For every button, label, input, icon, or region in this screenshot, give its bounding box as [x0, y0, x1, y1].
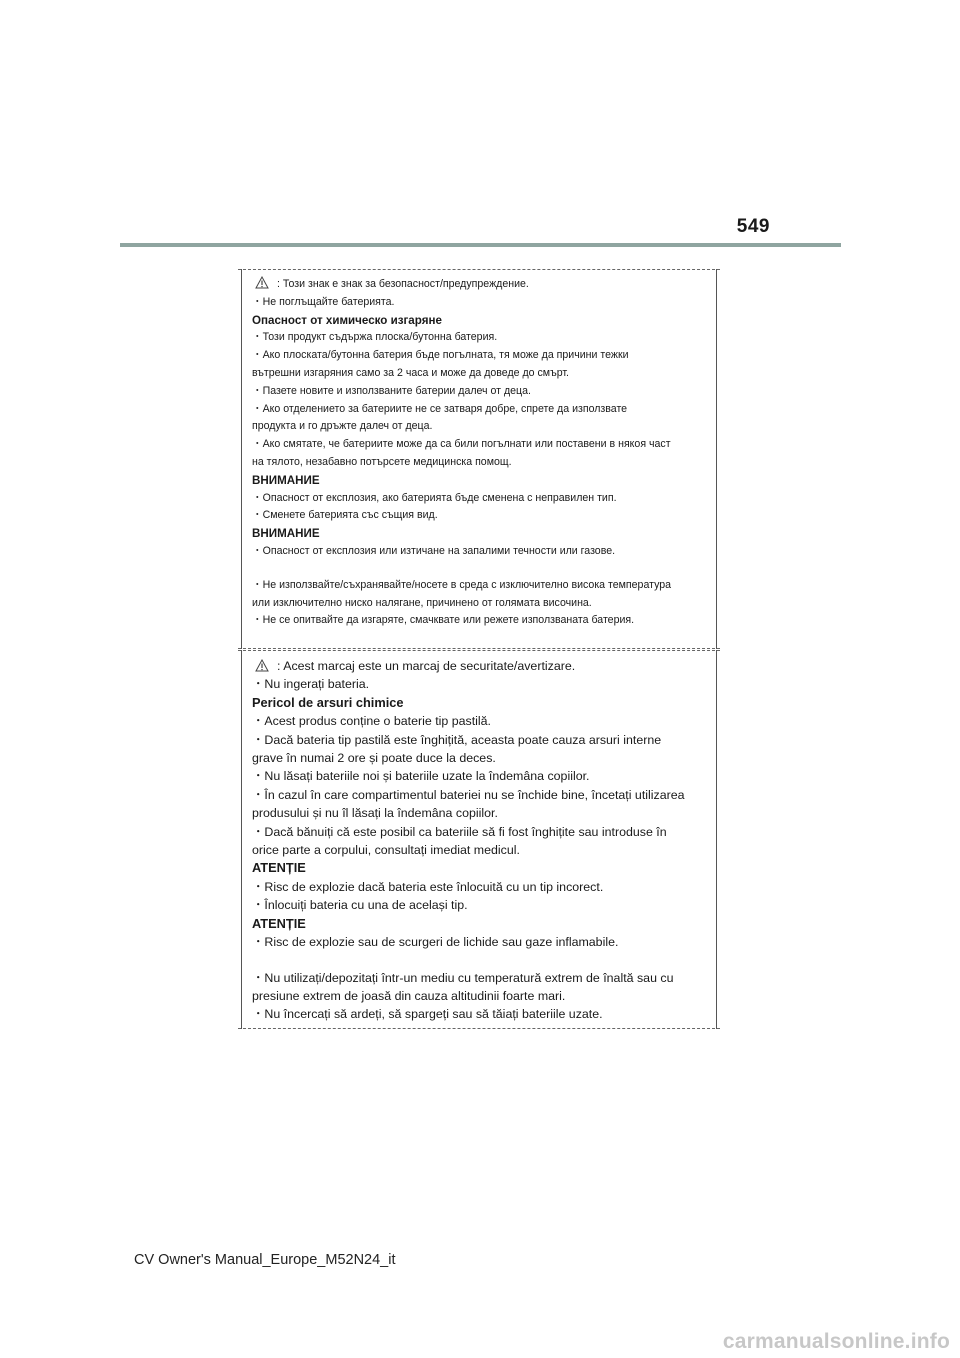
section-heading — [252, 915, 710, 933]
warning-box-bulgarian-content — [252, 276, 710, 630]
line-text: ВНИМАНИЕ — [252, 527, 320, 541]
text-line — [252, 436, 710, 454]
line-text: ・Înlocuiți bateria cu una de același tip. — [252, 898, 468, 913]
line-text: ・Ако плоската/бутонна батерия бъде погълната, тя може да причини тежки — [252, 349, 629, 362]
section-heading — [252, 859, 710, 877]
text-line — [252, 878, 710, 896]
line-text: ATENȚIE — [252, 860, 306, 876]
page-number: 549 — [736, 216, 770, 237]
text-line — [252, 1005, 710, 1023]
section-heading — [252, 694, 710, 712]
line-text: ・Опасност от експлозия или изтичане на запалими течности или газове. — [252, 544, 616, 557]
warning-box-romanian — [241, 650, 717, 1029]
text-line — [252, 347, 710, 365]
text-line — [252, 823, 710, 841]
text-line — [252, 896, 710, 914]
line-text: Pericol de arsuri chimice — [252, 694, 404, 710]
paragraph-gap — [252, 952, 710, 969]
line-text: вътрешни изгаряния само за 2 часа и може да доведе до смърт. — [252, 366, 569, 379]
line-text: ・Не се опитвайте да изгаряте, смачквате или режете използваната батерия. — [252, 614, 635, 627]
footer-manual-id: CV Owner's Manual_Europe_M52N24_it — [134, 1252, 396, 1268]
text-line — [252, 767, 710, 785]
header-rule — [120, 243, 841, 247]
watermark: carmanualsonline.info — [722, 1330, 950, 1353]
line-text: ATENȚIE — [252, 915, 306, 931]
text-line — [252, 786, 710, 804]
text-line — [252, 712, 710, 730]
line-text: Опасност от химическо изгаряне — [252, 313, 442, 327]
line-text: ・Risc de explozie dacă bateria este înlocuită cu un tip incorect. — [252, 879, 604, 894]
text-line — [252, 841, 710, 859]
text-line — [252, 543, 710, 561]
line-text: grave în numai 2 ore și poate duce la deces. — [252, 751, 496, 766]
section-heading — [252, 525, 710, 543]
text-line — [252, 507, 710, 525]
text-line — [252, 401, 710, 419]
text-line — [252, 675, 710, 693]
line-text: : Acest marcaj este un marcaj de securitate/avertizare. — [277, 659, 576, 673]
line-text: ・Acest produs conține o baterie tip pastilă. — [252, 714, 491, 729]
text-line — [252, 969, 710, 987]
line-text: ・Dacă bănuiți că este posibil ca bateriile să fi fost înghițite sau introduse în — [252, 824, 667, 839]
line-text: ・Risc de explozie sau de scurgeri de lichide sau gaze inflamabile. — [252, 935, 619, 950]
line-text: ・Ако смятате, че батериите може да са били погълнати или поставени в някоя част — [252, 438, 671, 451]
warning-triangle-icon — [255, 659, 269, 672]
text-line — [252, 933, 710, 951]
line-text: ・Пазете новите и използваните батерии далеч от деца. — [252, 384, 531, 397]
section-heading — [252, 472, 710, 490]
line-text: ・Nu lăsați bateriile noi și bateriile uzate la îndemâna copiilor. — [252, 769, 590, 784]
text-line — [252, 383, 710, 401]
text-line — [252, 731, 710, 749]
text-line — [252, 490, 710, 508]
line-text: ・Nu încercați să ardeți, să spargeți sau să tăiați bateriile uzate. — [252, 1007, 603, 1022]
line-text: ・Dacă bateria tip pastilă este înghițită, aceasta poate cauza arsuri interne — [252, 732, 662, 747]
line-text: или изключително ниско налягане, причинено от голямата височина. — [252, 596, 592, 609]
line-text: ・Не използвайте/съхранявайте/носете в среда с изключително висока температура — [252, 578, 672, 591]
line-text: ・Nu utilizați/depozitați într-un mediu cu temperatură extrem de înaltă sau cu — [252, 970, 674, 985]
text-line — [252, 276, 710, 294]
line-text: ・În cazul în care compartimentul bateriei nu se închide bine, încetați utilizarea — [252, 787, 685, 802]
warning-box-romanian-content — [252, 657, 710, 1024]
line-text: ・Сменете батерията със същия вид. — [252, 509, 438, 522]
line-text: presiune extrem de joasă din cauza altitudinii foarte mari. — [252, 988, 566, 1003]
text-line — [252, 418, 710, 436]
line-text: : Този знак е знак за безопасност/предупреждение. — [277, 278, 529, 290]
section-heading — [252, 312, 710, 330]
text-line — [252, 987, 710, 1005]
text-line — [252, 329, 710, 347]
warning-triangle-icon — [255, 276, 269, 289]
line-text: ・Ако отделението за батериите не се затваря добре, спрете да използвате — [252, 402, 628, 415]
text-line — [252, 749, 710, 767]
line-text: на тялото, незабавно потърсете медицинска помощ. — [252, 455, 512, 468]
line-text: ・Този продукт съдържа плоска/бутонна батерия. — [252, 331, 498, 344]
text-line — [252, 454, 710, 472]
line-text: ・Опасност от експлозия, ако батерията бъде сменена с неправилен тип. — [252, 491, 617, 504]
text-line — [252, 577, 710, 595]
text-line — [252, 595, 710, 613]
text-line — [252, 657, 710, 675]
text-line — [252, 365, 710, 383]
line-text: produsului și nu îl lăsați la îndemâna copiilor. — [252, 806, 498, 821]
line-text: ВНИМАНИЕ — [252, 473, 320, 487]
line-text: ・Nu ingerați bateria. — [252, 677, 370, 692]
line-text: продукта и го дръжте далеч от деца. — [252, 420, 433, 433]
line-text: ・Не поглъщайте батерията. — [252, 295, 395, 308]
text-line — [252, 294, 710, 312]
text-line — [252, 804, 710, 822]
warning-box-bulgarian — [241, 269, 717, 649]
text-line — [252, 612, 710, 630]
paragraph-gap — [252, 561, 710, 577]
line-text: orice parte a corpului, consultați imediat medicul. — [252, 843, 520, 858]
